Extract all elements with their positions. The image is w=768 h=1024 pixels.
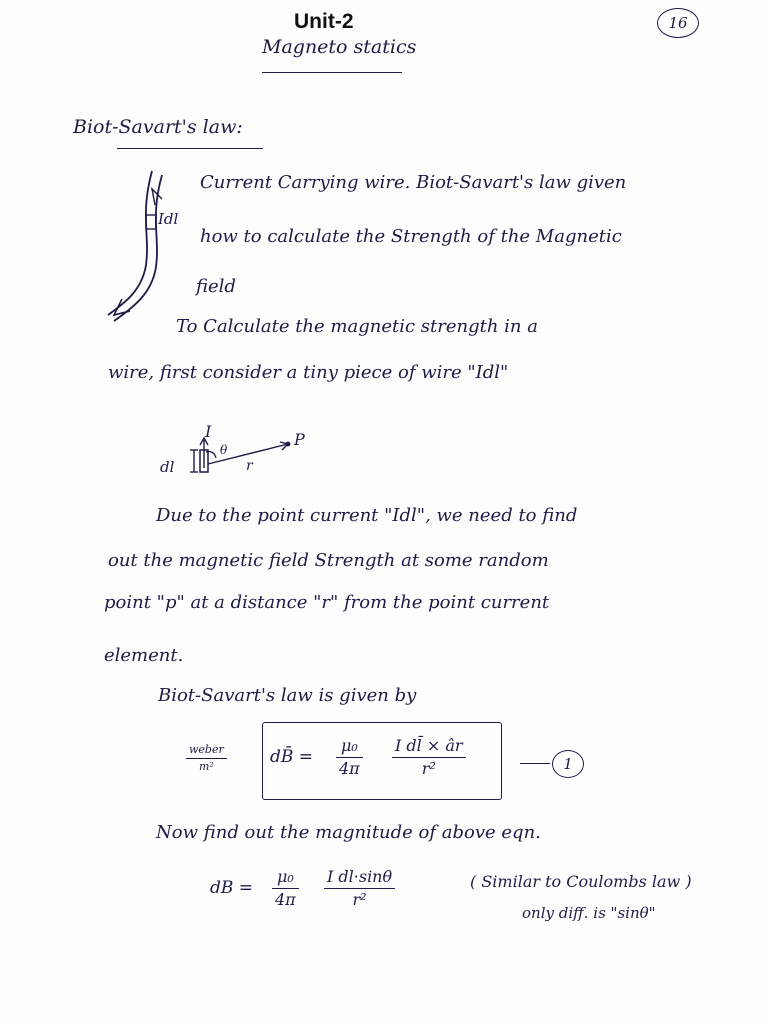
heading-underline — [117, 148, 263, 149]
wire-element-label: Idl — [158, 210, 179, 228]
eq2-denominator: r² — [352, 890, 367, 909]
para1-line2: how to calculate the Strength of the Magnetic — [200, 226, 622, 247]
para3-line2: out the magnetic field Strength at some random — [108, 550, 549, 571]
units-annotation — [186, 744, 227, 773]
para1-line3: field — [196, 276, 236, 297]
point-element-diagram — [180, 430, 330, 490]
topic-subtitle: Magneto statics — [262, 36, 417, 58]
eq2-lhs: dB = — [210, 878, 254, 898]
point-label-P: P — [294, 430, 305, 449]
subtitle-underline — [262, 72, 402, 73]
distance-label: r — [246, 458, 253, 474]
current-label-I: I — [205, 422, 212, 441]
current-wire-diagram — [100, 165, 180, 325]
para2-line1: To Calculate the magnetic strength in a — [176, 316, 538, 337]
para3-line3: point "p" at a distance "r" from the point current — [104, 592, 550, 613]
eq2-main-fraction — [324, 868, 395, 909]
eq2-mu-den: 4π — [275, 890, 296, 909]
section-heading: Biot-Savart's law: — [73, 116, 243, 138]
eq1-mu-fraction — [336, 737, 363, 778]
angle-label: θ — [220, 443, 228, 457]
para2-line2: wire, first consider a tiny piece of wire "Idl" — [108, 362, 509, 383]
note-line2: only diff. is "sinθ" — [522, 904, 656, 922]
eq2-mu-fraction — [272, 868, 299, 909]
magnitude-intro: Now find out the magnitude of above eqn. — [156, 822, 541, 843]
element-label-dl: dl — [160, 458, 175, 476]
eq1-lhs: dB̄ = — [270, 747, 314, 767]
page-number-badge: 16 — [657, 8, 699, 38]
unit-title: Unit-2 — [294, 10, 354, 33]
equation-number: 1 — [552, 750, 584, 778]
eq2-numerator: I dl·sinθ — [327, 867, 393, 886]
eq2-mu-num: μ₀ — [276, 867, 294, 886]
eq1-main-fraction — [392, 737, 466, 778]
eq1-mu-num: μ₀ — [340, 736, 358, 755]
eq1-mu-den: 4π — [339, 759, 360, 778]
law-intro: Biot-Savart's law is given by — [158, 685, 417, 706]
eq1-label-dash — [520, 763, 550, 764]
eq1-denominator: r² — [421, 759, 436, 778]
eq1-numerator: I dl̄ × âr — [395, 736, 463, 755]
para3-line1: Due to the point current "Idl", we need to find — [156, 505, 578, 526]
para3-line4: element. — [104, 645, 184, 666]
units-numerator: weber — [189, 743, 224, 756]
units-denominator: m² — [198, 760, 214, 773]
para1-line1: Current Carrying wire. Biot-Savart's law given — [200, 172, 627, 193]
note-line1: ( Similar to Coulombs law ) — [470, 872, 692, 891]
